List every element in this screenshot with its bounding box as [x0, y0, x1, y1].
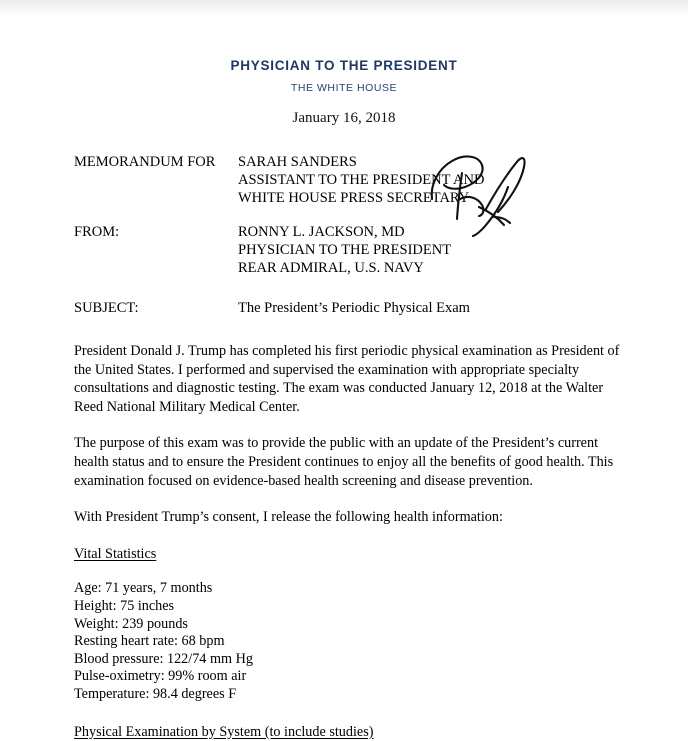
vital-blood-pressure: Blood pressure: 122/74 mm Hg: [74, 651, 620, 669]
vital-temperature: Temperature: 98.4 degrees F: [74, 686, 620, 704]
recipient-title-line-2: WHITE HOUSE PRESS SECRETARY: [238, 189, 484, 207]
memo-row-subject: [74, 299, 688, 317]
vital-pulse-oximetry: Pulse-oximetry: 99% room air: [74, 668, 620, 686]
document-body: [0, 342, 688, 741]
letterhead: [0, 0, 688, 127]
vital-statistics-list: [74, 580, 620, 703]
from-label: FROM:: [74, 223, 238, 241]
vital-age: Age: 71 years, 7 months: [74, 580, 620, 598]
vital-resting-heart-rate: Resting heart rate: 68 bpm: [74, 633, 620, 651]
sender-title-line-1: PHYSICIAN TO THE PRESIDENT: [238, 241, 451, 259]
memorandum-for-label: MEMORANDUM FOR: [74, 153, 238, 171]
sender-name: RONNY L. JACKSON, MD: [238, 223, 451, 241]
section-spacer: [74, 704, 620, 723]
memo-row-to: [74, 153, 688, 207]
body-paragraph-3: With President Trump’s consent, I release the following health information:: [74, 508, 620, 527]
document-date: January 16, 2018: [0, 109, 688, 127]
recipient-title-line-1: ASSISTANT TO THE PRESIDENT AND: [238, 171, 484, 189]
vital-weight: Weight: 239 pounds: [74, 616, 620, 634]
body-paragraph-2: The purpose of this exam was to provide the public with an update of the President’s current health status and to ensure the President continues to enjoy all the benefits of good health. This examination focused on evidence-based health screening and disease prevention.: [74, 434, 620, 490]
vital-height: Height: 75 inches: [74, 598, 620, 616]
sender-title-line-2: REAR ADMIRAL, U.S. NAVY: [238, 259, 451, 277]
subject-label: SUBJECT:: [74, 299, 238, 317]
subject-value: The President’s Periodic Physical Exam: [238, 299, 470, 317]
memorandum-for-value: [238, 153, 484, 207]
physical-examination-heading: Physical Examination by System (to include studies): [74, 723, 620, 741]
memo-header-block: [0, 153, 688, 317]
letterhead-title: PHYSICIAN TO THE PRESIDENT: [0, 58, 688, 74]
vital-statistics-heading: Vital Statistics: [74, 545, 620, 564]
body-paragraph-1: President Donald J. Trump has completed his first periodic physical examination as President of the United States. I performed and supervised the examination with appropriate specialty consultations and diagnostic testing. The exam was conducted January 12, 2018 at the Walter Reed National Military Medical Center.: [74, 342, 620, 416]
memo-row-from: [74, 223, 688, 277]
from-value: [238, 223, 451, 277]
recipient-name: SARAH SANDERS: [238, 153, 484, 171]
letterhead-subtitle: THE WHITE HOUSE: [0, 81, 688, 95]
